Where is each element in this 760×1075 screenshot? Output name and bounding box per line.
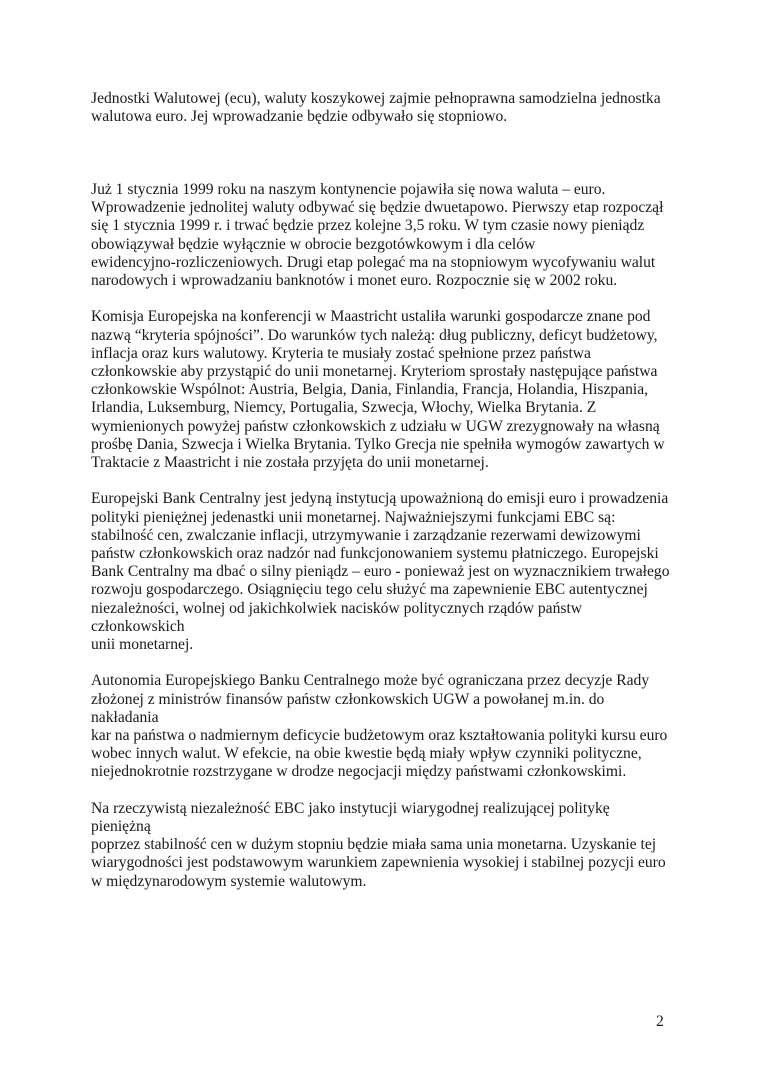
- body-text: [91, 90, 673, 891]
- paragraph-ecu-intro: Jednostki Walutowej (ecu), waluty koszykowej zajmie pełnoprawna samodzielna jednostka walutowa euro. Jej wprowadzanie będzie odbywało się stopniowo.: [91, 90, 661, 126]
- paragraph-ecb-functions: Europejski Bank Centralny jest jedyną instytucją upoważnioną do emisji euro i prowadzenia polityki pieniężnej jedenastki unii monetarnej. Najważniejszymi funkcjami EBC są: stabilność cen, zwalczanie inflacji, utrzymywanie i zarządzanie rezerwami dewizowymi państw członkowskich oraz nadzór nad funkcjonowaniem systemu płatniczego. Europejski Bank Centralny ma dbać o silny pieniądz – euro - ponieważ jest on wyznacznikiem trwałego rozwoju gospodarczego. Osiągnięciu tego celu służyć ma zapewnienie EBC autentycznej niezależności, wolnej od jakichkolwiek nacisków politycznych rządów państw członkowskich unii monetarnej.: [91, 490, 670, 654]
- page-number: 2: [656, 1013, 664, 1030]
- paragraph-ecb-autonomy: Autonomia Europejskiego Banku Centralnego może być ograniczana przez decyzje Rady złożonej z ministrów finansów państw członkowskich UGW a powołanej m.in. do nakładania kar na państwa o nadmiernym deficycie budżetowym oraz kształtowania polityki kursu euro wobec innych walut. W efekcie, na obie kwestie będą miały wpływ czynniki polityczne, niejednokrotnie rozstrzygane w drodze negocjacji między państwami członkowskimi.: [91, 672, 668, 781]
- paragraph-maastricht-criteria: Komisja Europejska na konferencji w Maastricht ustaliła warunki gospodarcze znane pod nazwą “kryteria spójności”. Do warunków tych należą: dług publiczny, deficyt budżetowy, inflacja oraz kurs walutowy. Kryteria te musiały zostać spełnione przez państwa członkowskie aby przystąpić do unii monetarnej. Kryteriom sprostały następujące państwa członkowskie Wspólnot: Austria, Belgia, Dania, Finlandia, Francja, Holandia, Hiszpania, Irlandia, Luksemburg, Niemcy, Portugalia, Szwecja, Włochy, Wielka Brytania. Z wymienionych powyżej państw członkowskich z udziału w UGW zrezygnowały na własną prośbę Dania, Szwecja i Wielka Brytania. Tylko Grecja nie spełniła wymogów zawartych w Traktacie z Maastricht i nie została przyjęta do unii monetarnej.: [91, 308, 665, 472]
- paragraph-ecb-independence: Na rzeczywistą niezależność EBC jako instytucji wiarygodnej realizującej politykę pieniężną poprzez stabilność cen w dużym stopniu będzie miała sama unia monetarna. Uzyskanie tej wiarygodności jest podstawowym warunkiem zapewnienia wysokiej i stabilnej pozycji euro w międzynarodowym systemie walutowym.: [91, 799, 666, 890]
- paragraph-euro-introduction: Już 1 stycznia 1999 roku na naszym kontynencie pojawiła się nowa waluta – euro. Wprowadzenie jednolitej waluty odbywać się będzie dwuetapowo. Pierwszy etap rozpoczął się 1 stycznia 1999 r. i trwać będzie przez kolejne 3,5 roku. W tym czasie nowy pieniądz obowiązywał będzie wyłącznie w obrocie bezgotówkowym i dla celów ewidencyjno-rozliczeniowych. Drugi etap polegać ma na stopniowym wycofywaniu walut narodowych i wprowadzaniu banknotów i monet euro. Rozpocznie się w 2002 roku.: [91, 181, 664, 290]
